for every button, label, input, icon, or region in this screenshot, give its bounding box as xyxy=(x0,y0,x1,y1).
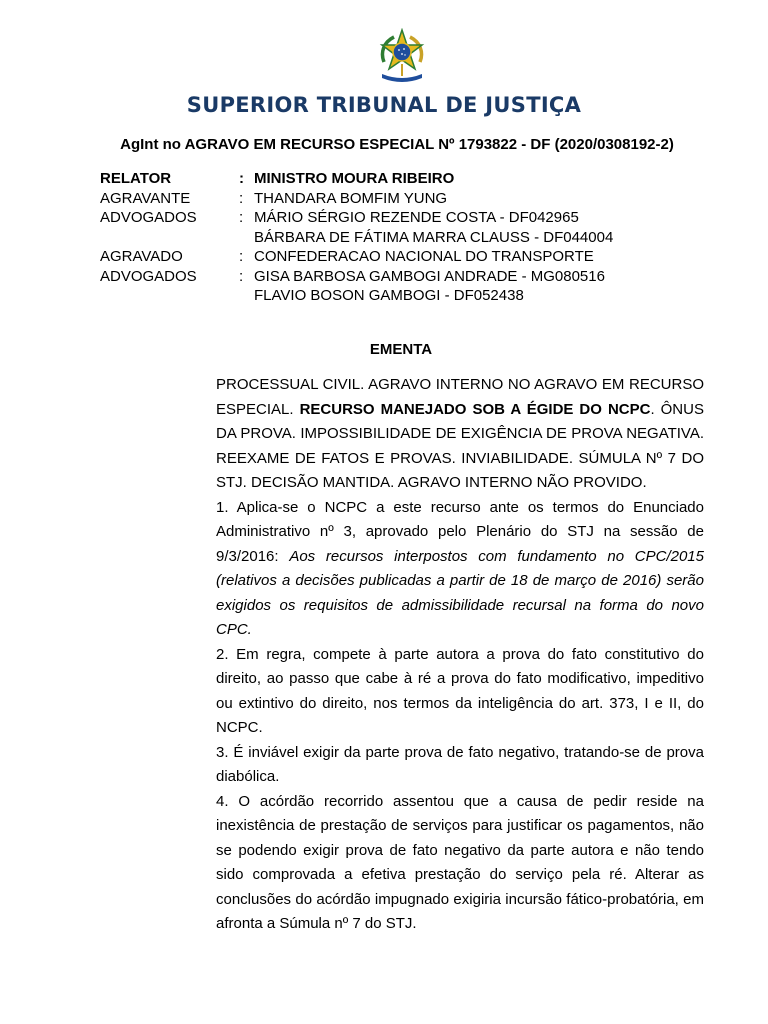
party-value: BÁRBARA DE FÁTIMA MARRA CLAUSS - DF044004 xyxy=(254,228,614,246)
court-name: SUPERIOR TRIBUNAL DE JUSTIÇA xyxy=(186,93,582,117)
party-label: ADVOGADOS xyxy=(100,267,197,285)
party-value: FLAVIO BOSON GAMBOGI - DF052438 xyxy=(254,287,524,304)
ementa-item-3: 3. É inviável exigir da parte prova de fato negativo, tratando-se de prova diabólica. xyxy=(216,743,704,785)
ementa-item-text: 1. Aplica-se o NCPC a este recurso ante os termos do Enunciado Administrativo nº 3, aprovado pelo Plenário do STJ na sessão de 9/3/2016: xyxy=(216,498,704,565)
party-row-advogados xyxy=(100,208,613,228)
party-row-advogados-continued xyxy=(100,286,613,306)
party-separator: : xyxy=(239,209,244,226)
ementa-item-1 xyxy=(216,496,704,643)
party-row-agravante xyxy=(100,189,613,209)
party-separator xyxy=(239,286,254,306)
party-separator: : xyxy=(239,248,244,265)
party-value: THANDARA BOMFIM YUNG xyxy=(254,189,448,207)
ementa-item-2: 2. Em regra, compete à parte autora a prova do fato constitutivo do direito, ao passo que cabe à ré a prova do fato modificativo, impeditivo ou extintivo do direito, nos termos da inteligência do art. 373, I e II, do NCPC. xyxy=(216,645,704,736)
party-value: CONFEDERACAO NACIONAL DO TRANSPORTE xyxy=(254,248,594,265)
parties-table xyxy=(100,169,613,306)
party-separator: : xyxy=(239,170,244,187)
ementa-intro xyxy=(216,373,704,496)
brazil-coat-of-arms-icon xyxy=(374,28,430,84)
party-value: MÁRIO SÉRGIO REZENDE COSTA - DF042965 xyxy=(254,209,579,226)
ementa-intro-bold: RECURSO MANEJADO SOB A ÉGIDE DO NCPC xyxy=(299,400,651,418)
party-row-advogados-continued xyxy=(100,228,613,248)
party-value: GISA BARBOSA GAMBOGI ANDRADE - MG080516 xyxy=(254,267,605,285)
party-row-relator xyxy=(100,169,613,189)
party-label: AGRAVANTE xyxy=(100,189,191,207)
ementa-intro-text: . ÔNUS DA PROVA. IMPOSSIBILIDADE DE EXIGÊNCIA DE PROVA NEGATIVA. REEXAME DE FATOS E PROVAS. INVIABILIDADE. SÚMULA Nº 7 DO STJ. DECISÃO MANTIDA. AGRAVO INTERNO NÃO PROVIDO. xyxy=(216,400,704,491)
ementa-item-4: 4. O acórdão recorrido assentou que a causa de pedir reside na inexistência de prestação de serviços para justificar os pagamentos, não se podendo exigir prova de fato negativo da parte autora e não tendo sido comprovada a efetiva prestação do serviço pela ré. Alterar as conclusões do acórdão impugnado exigiria incursão fático-probatória, em afronta a Súmula nº 7 do STJ. xyxy=(216,792,704,932)
party-value: MINISTRO MOURA RIBEIRO xyxy=(254,170,455,187)
ementa-item-quote: Aos recursos interpostos com fundamento no CPC/2015 (relativos a decisões publicadas a partir de 18 de março de 2016) serão exigidos os requisitos de admissibilidade recursal na forma do novo CPC. xyxy=(216,547,704,638)
ementa-intro-text: PROCESSUAL CIVIL. AGRAVO INTERNO NO AGRAVO EM RECURSO ESPECIAL. xyxy=(216,376,704,418)
party-label: ADVOGADOS xyxy=(100,209,197,226)
party-separator: : xyxy=(239,267,244,285)
ementa-heading: EMENTA xyxy=(369,341,433,358)
party-label xyxy=(100,286,239,306)
party-label xyxy=(100,228,239,248)
case-title: AgInt no AGRAVO EM RECURSO ESPECIAL Nº 1793822 - DF (2020/0308192-2) xyxy=(120,136,674,153)
party-separator: : xyxy=(239,189,244,207)
party-row-advogados xyxy=(100,267,613,287)
party-row-agravado xyxy=(100,247,613,267)
ementa-body xyxy=(216,373,704,937)
party-separator xyxy=(239,228,254,248)
party-label: RELATOR xyxy=(100,170,172,187)
party-label: AGRAVADO xyxy=(100,248,183,265)
